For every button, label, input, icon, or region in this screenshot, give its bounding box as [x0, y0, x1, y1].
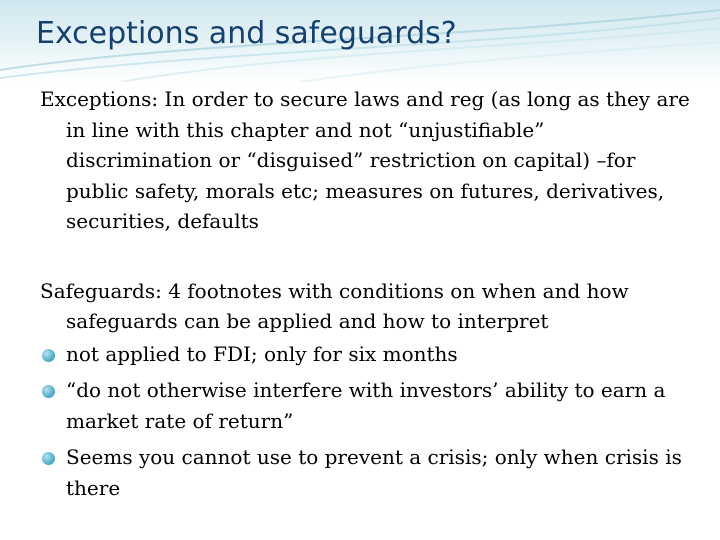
- safeguards-bullet-list: [40, 339, 690, 504]
- round-blue-bullet-icon: [42, 452, 55, 465]
- bullet-text: Seems you cannot use to prevent a crisis; only when crisis is there: [66, 445, 682, 500]
- list-item: [40, 375, 690, 436]
- bullet-text: not applied to FDI; only for six months: [66, 341, 458, 366]
- round-blue-bullet-icon: [42, 385, 55, 398]
- list-item: [40, 339, 690, 370]
- exceptions-paragraph: Exceptions: In order to secure laws and reg (as long as they are in line with this chapter and not “unjustifiable” discrimination or “disguised” restriction on capital) –for public safety, morals etc; measures on futures, derivatives, securities, defaults: [40, 87, 690, 233]
- safeguards-paragraph: Safeguards: 4 footnotes with conditions on when and how safeguards can be applied and how to interpret: [40, 278, 629, 333]
- slide-title: Exceptions and safeguards?: [36, 16, 457, 51]
- list-item: [40, 442, 690, 503]
- round-blue-bullet-icon: [42, 349, 55, 362]
- bullet-text: “do not otherwise interfere with investors’ ability to earn a market rate of return”: [66, 378, 666, 433]
- slide-body: [40, 84, 690, 509]
